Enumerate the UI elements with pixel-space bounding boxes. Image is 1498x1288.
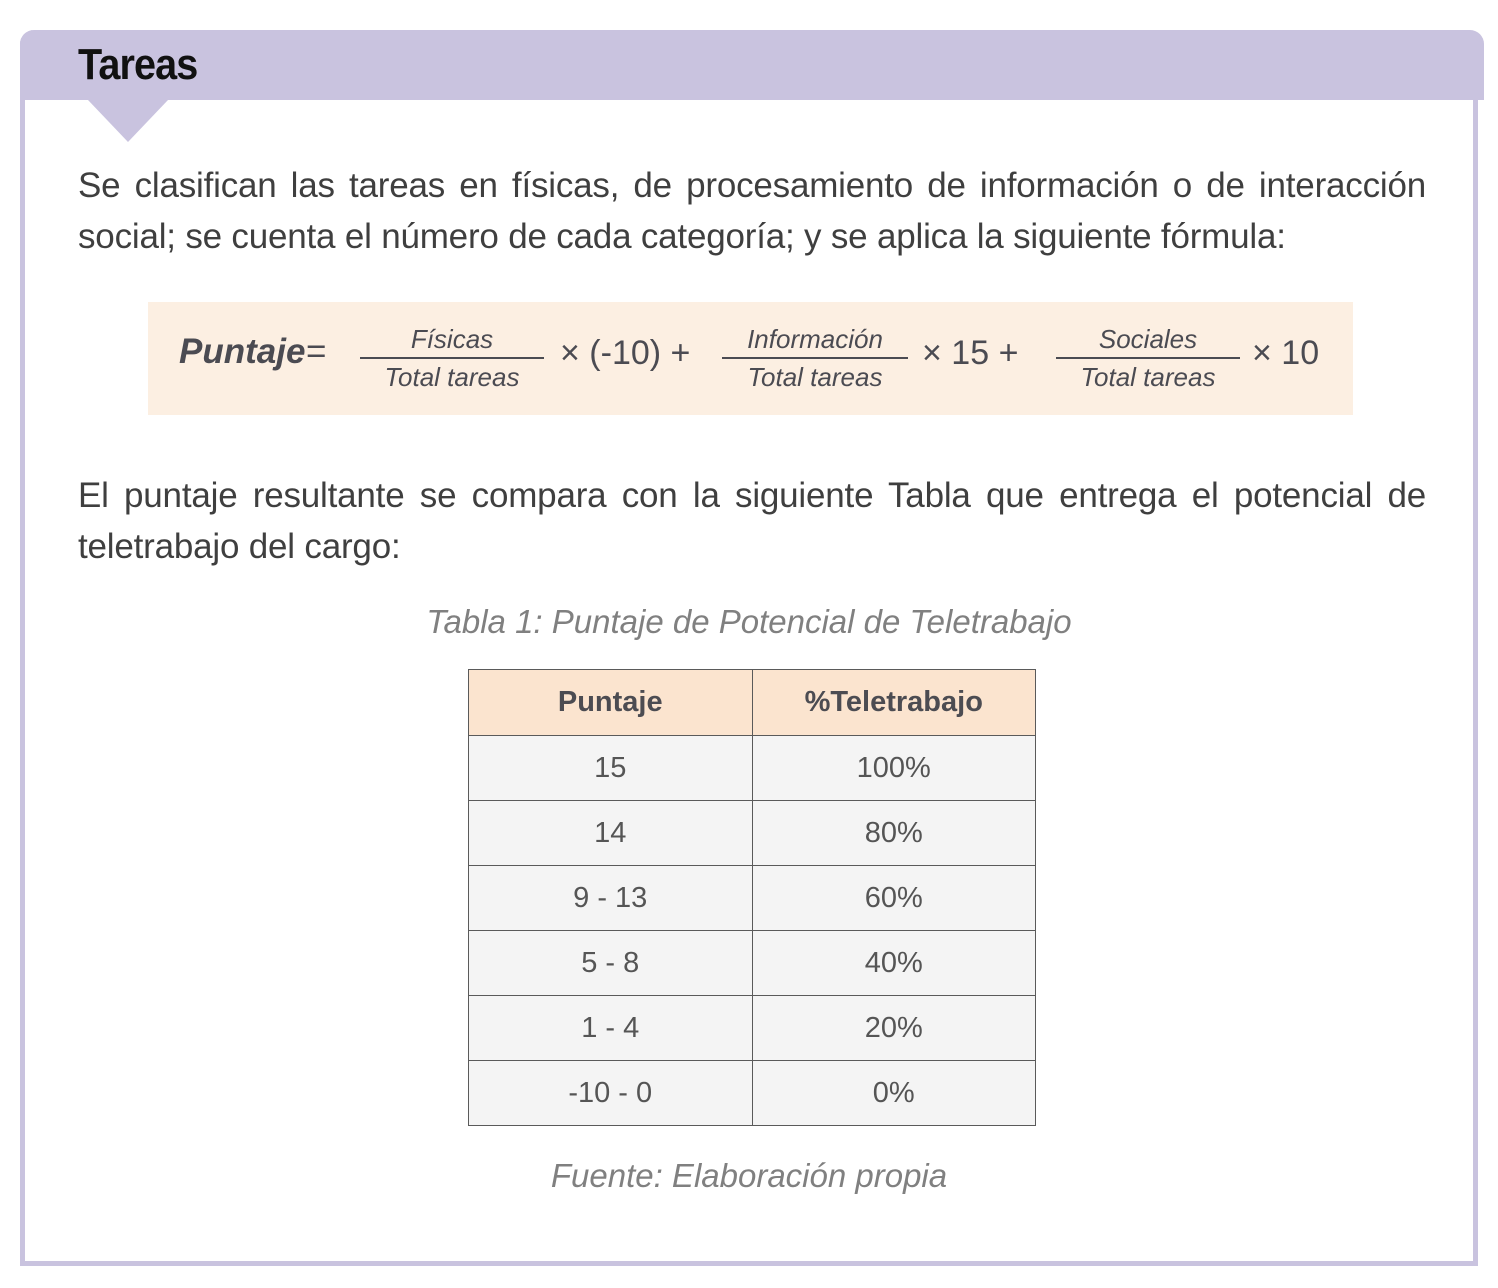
table-row (469, 736, 1036, 801)
cell-puntaje: 15 (469, 736, 753, 801)
cell-puntaje: -10 - 0 (469, 1061, 753, 1126)
table-source: Fuente: Elaboración propia (550, 1157, 948, 1194)
cell-teletrabajo: 60% (752, 866, 1036, 931)
cell-teletrabajo: 80% (752, 801, 1036, 866)
cell-teletrabajo: 20% (752, 996, 1036, 1061)
fraction-numerator: Sociales (1056, 324, 1240, 359)
fraction-denominator: Total tareas (1080, 362, 1216, 392)
formula-box (148, 302, 1353, 415)
cell-puntaje: 14 (469, 801, 753, 866)
fraction-fisicas (360, 324, 544, 392)
fraction-informacion (722, 324, 908, 392)
formula-factor-3: × 10 (1252, 334, 1320, 372)
cell-puntaje: 5 - 8 (469, 931, 753, 996)
fraction-sociales (1056, 324, 1240, 392)
fraction-numerator: Físicas (360, 324, 544, 359)
formula-factor-1: × (-10) + (560, 334, 691, 372)
score-table (468, 669, 1036, 1126)
formula-lhs: Puntaje (179, 332, 306, 371)
table-row (469, 931, 1036, 996)
section-header-band (20, 30, 1484, 100)
result-paragraph: El puntaje resultante se compara con la siguiente Tabla que entrega el potencial de teletrabajo del cargo: (78, 476, 1426, 566)
table-row (469, 801, 1036, 866)
cell-teletrabajo: 100% (752, 736, 1036, 801)
cell-teletrabajo: 0% (752, 1061, 1036, 1126)
table-row (469, 996, 1036, 1061)
fraction-denominator: Total tareas (747, 362, 883, 392)
header-pointer-arrow (88, 100, 168, 142)
formula-factor-2: × 15 + (922, 334, 1019, 372)
table-row (469, 866, 1036, 931)
column-header-puntaje: Puntaje (469, 670, 753, 736)
cell-teletrabajo: 40% (752, 931, 1036, 996)
fraction-numerator: Información (722, 324, 908, 359)
intro-paragraph: Se clasifican las tareas en físicas, de procesamiento de información o de interacción social; se cuenta el número de cada categoría; y se aplica la siguiente fórmula: (78, 166, 1426, 256)
column-header-teletrabajo: %Teletrabajo (752, 670, 1036, 736)
table-row (469, 1061, 1036, 1126)
cell-puntaje: 1 - 4 (469, 996, 753, 1061)
section-title: Tareas (78, 40, 198, 89)
fraction-denominator: Total tareas (384, 362, 520, 392)
table-header-row (469, 670, 1036, 736)
formula-equals: = (306, 332, 327, 371)
cell-puntaje: 9 - 13 (469, 866, 753, 931)
table-caption: Tabla 1: Puntaje de Potencial de Teletrabajo (426, 603, 1072, 640)
